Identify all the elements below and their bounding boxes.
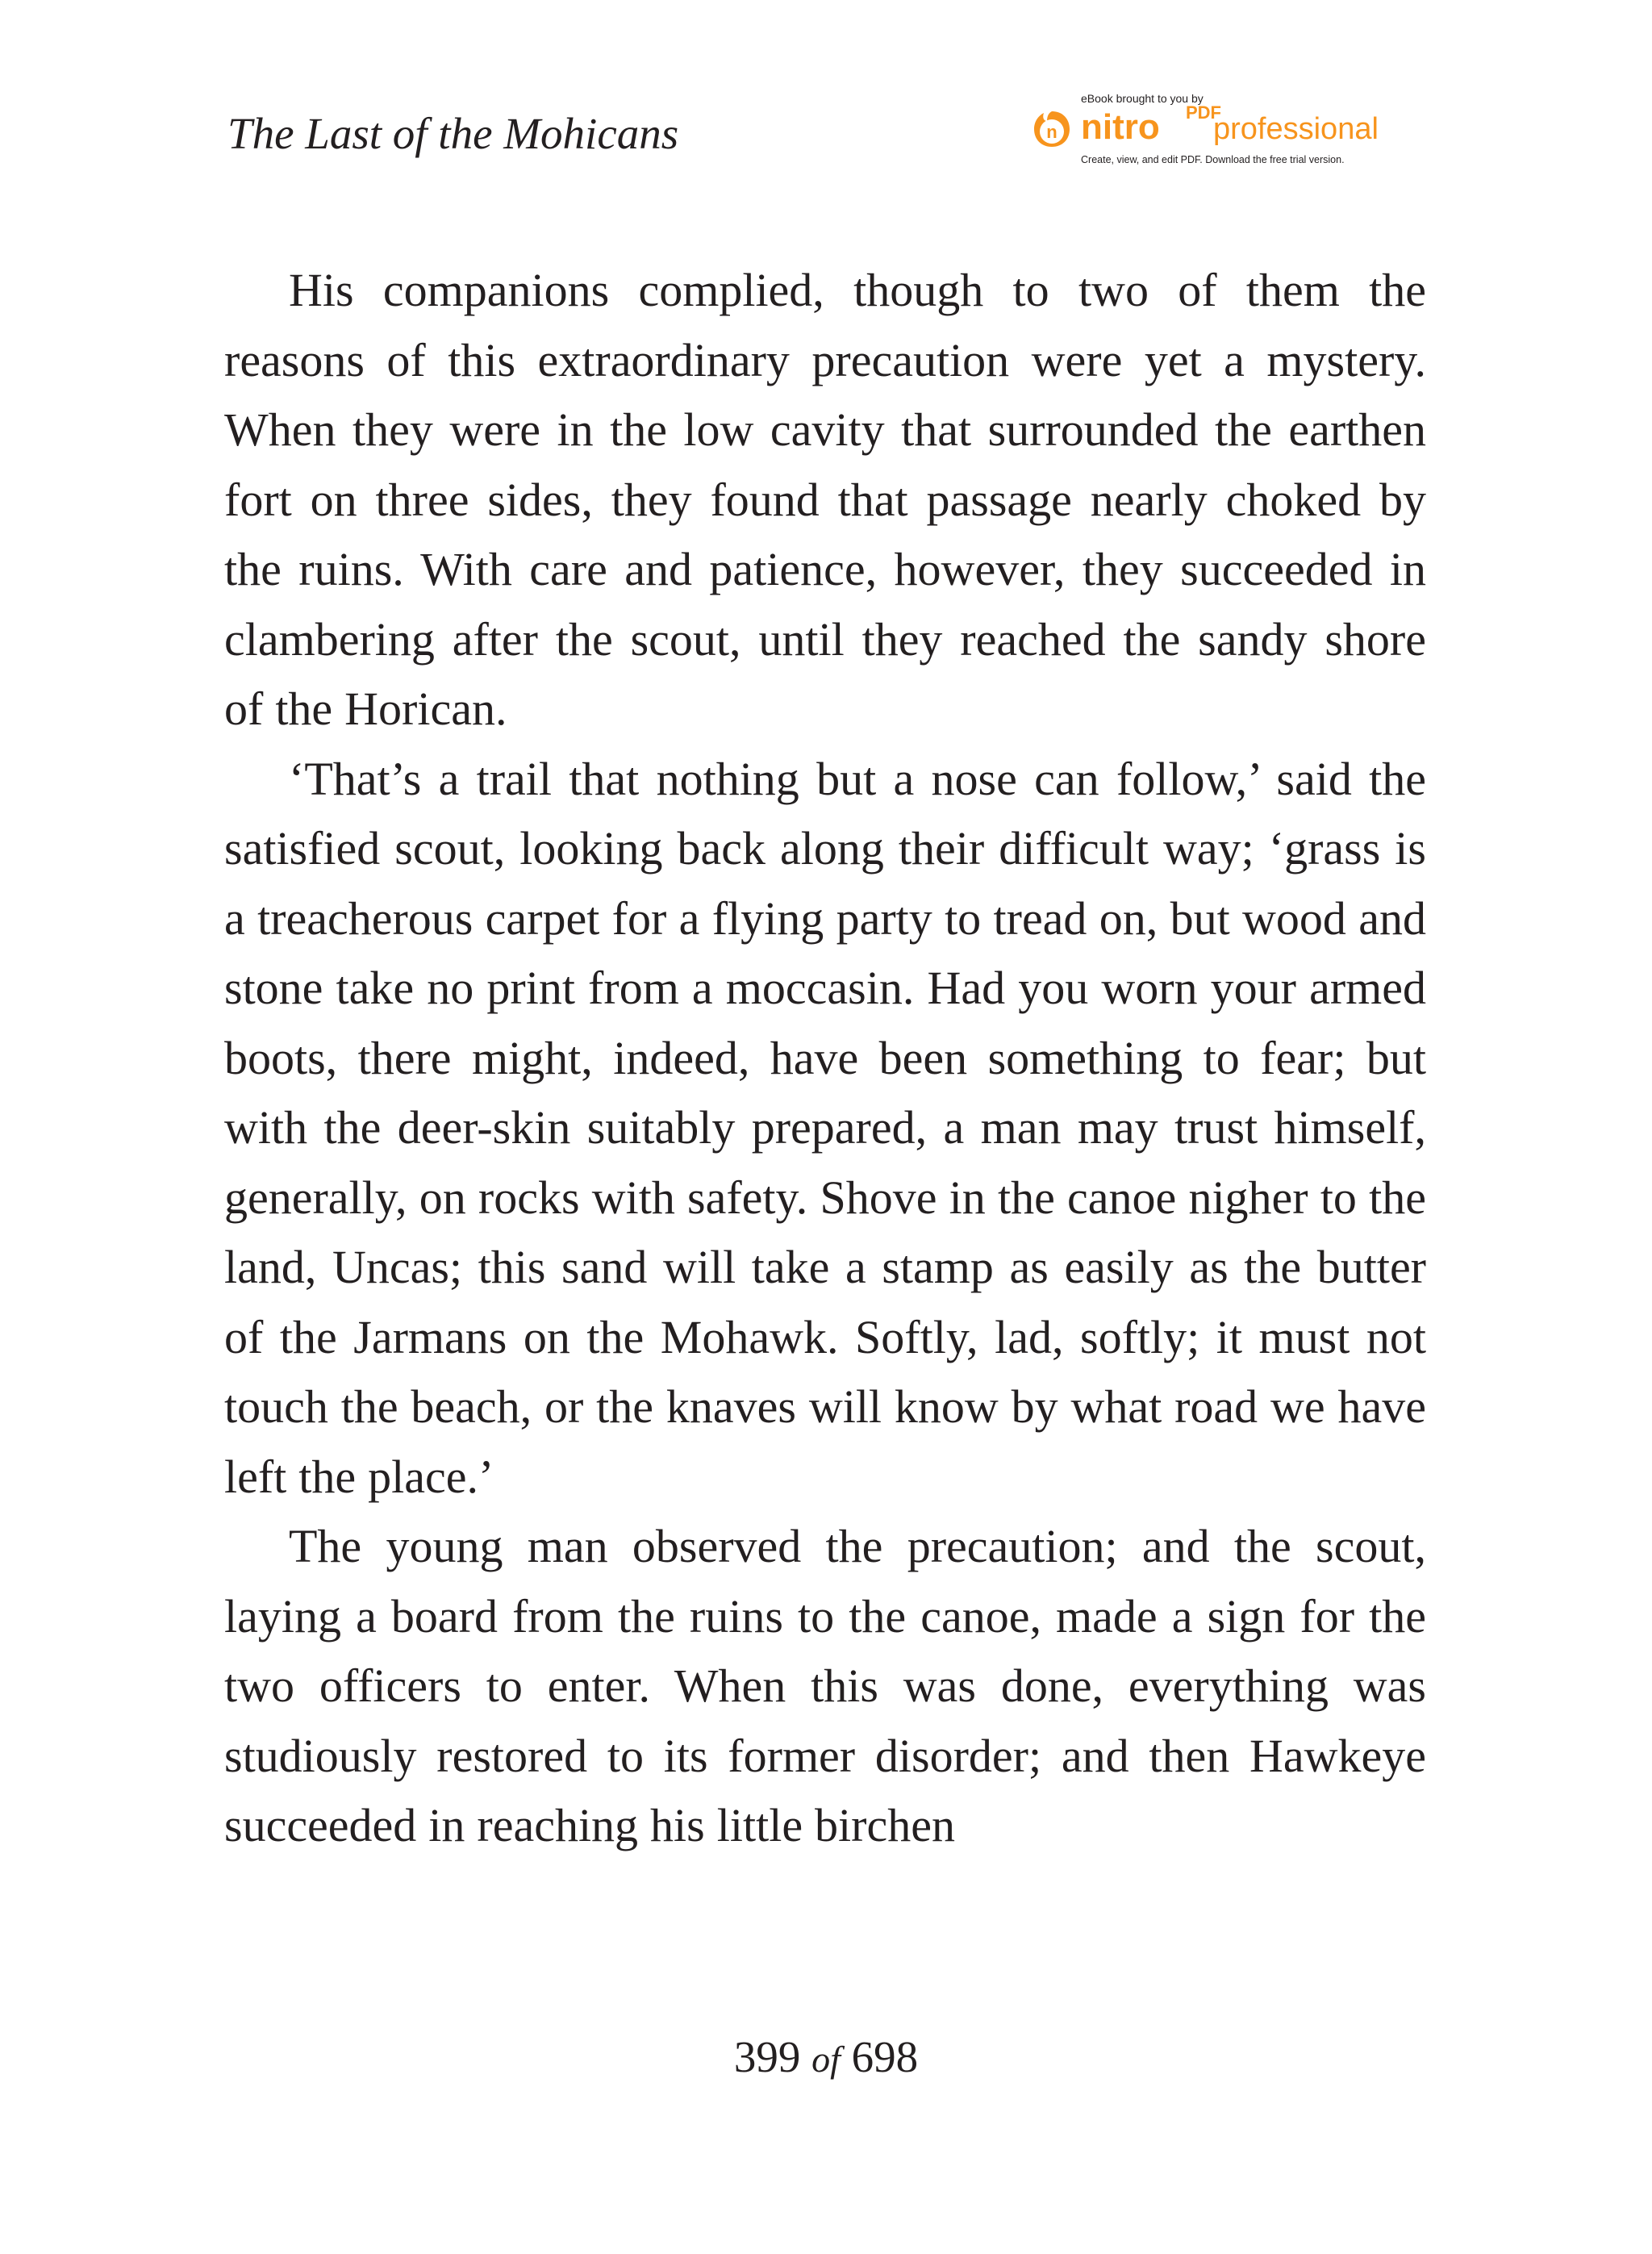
ad-brand: nitro: [1081, 107, 1160, 147]
ad-subtext: Create, view, and edit PDF. Download the free trial version.: [1081, 154, 1345, 165]
ad-tagline: eBook brought to you by: [1081, 92, 1204, 105]
paragraph-3: The young man observed the precaution; and the scout, laying a board from the ruins to the canoe, made a sign for the two officers to enter. When this was done, everything was studiously restored to its former disorder; and then Hawkeye succeeded in reaching his little birchen: [224, 1520, 1426, 1851]
ad-brand-superscript: PDF: [1186, 102, 1221, 123]
ad-product-name: professional: [1213, 112, 1379, 146]
nitro-logo-icon: [1031, 108, 1073, 150]
paragraph-1: His companions complied, though to two of them the reasons of this extraordinary precaution were yet a mystery. When they were in the low cavity that surrounded the earthen fort on three sides, they found that passage nearly choked by the ruins. With care and patience, however, they succeeded in clambering after the scout, until they reached the sandy shore of the Horican.: [224, 264, 1426, 735]
page-number: [0, 2029, 1652, 2088]
page-of-label: of: [811, 2039, 841, 2080]
nitro-pdf-ad-banner[interactable]: [1026, 90, 1413, 171]
current-page: 399: [733, 2032, 801, 2081]
svg-text:n: n: [1046, 122, 1058, 142]
running-title: The Last of the Mohicans: [227, 109, 679, 158]
page-body: [224, 256, 1426, 1861]
total-pages: 698: [851, 2032, 919, 2081]
paragraph-2: ‘That’s a trail that nothing but a nose can follow,’ said the satisfied scout, looking back along their difficult way; ‘grass is a treacherous carpet for a flying party to tread on, but wood and stone take no print from a moccasin. Had you worn your armed boots, there might, indeed, have been something to fear; but with the deer-skin suitably prepared, a man may trust himself, generally, on rocks with safety. Shove in the canoe nigher to the land, Uncas; this sand will take a stamp as easily as the butter of the Jarmans on the Mohawk. Softly, lad, softly; it must not touch the beach, or the knaves will know by what road we have left the place.’: [224, 752, 1426, 1503]
